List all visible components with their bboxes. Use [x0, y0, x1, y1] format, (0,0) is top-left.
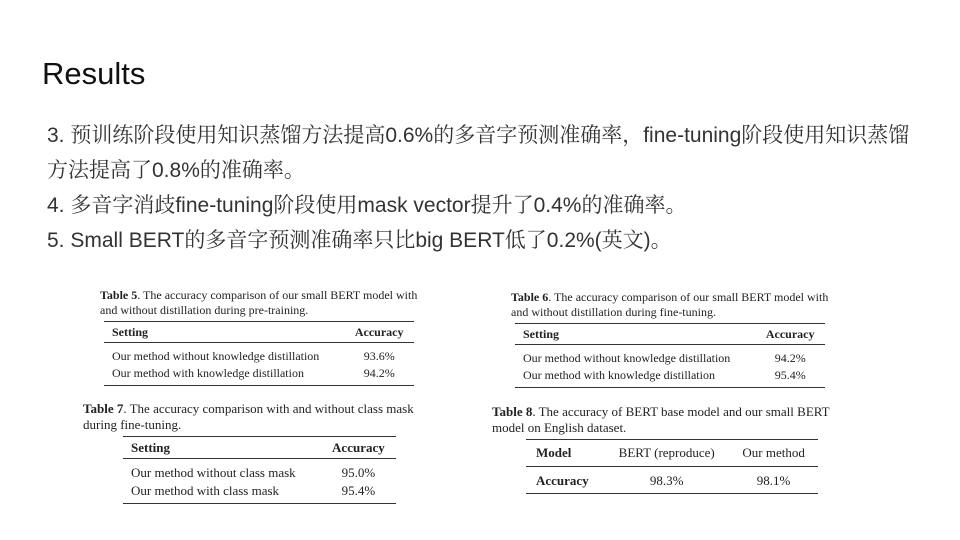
- bullet-item: 3. 预训练阶段使用知识蒸馏方法提高0.6%的多音字预测准确率，fine-tuning阶段使用知识蒸馏方法提高了0.8%的准确率。: [47, 124, 910, 182]
- table-cell: Our method without knowledge distillation: [523, 351, 731, 365]
- table-5: [100, 288, 430, 386]
- table-cell: 94.2%: [774, 351, 806, 365]
- table-cell: 93.6%: [363, 349, 395, 363]
- table-cell: Our method with knowledge distillation: [523, 368, 715, 382]
- table-8-caption: Table 8. The accuracy of BERT base model and our small BERT model on English dataset.: [492, 404, 830, 435]
- table-6-grid: [515, 323, 825, 388]
- table-header: Our method: [742, 445, 805, 460]
- table-header: Accuracy: [332, 440, 385, 455]
- table-cell: Our method with knowledge distillation: [112, 366, 304, 380]
- slide-title: Results: [42, 56, 146, 91]
- table-header: BERT (reproduce): [618, 445, 715, 460]
- table-cell: 95.4%: [774, 368, 806, 382]
- table-8-grid: [526, 439, 818, 494]
- table-header: Setting: [112, 325, 148, 339]
- table-row: [104, 343, 414, 366]
- table-row: [123, 482, 396, 504]
- bullet-item: 5. Small BERT的多音字预测准确率只比big BERT低了0.2%(英文)。: [47, 229, 672, 252]
- table-header: Accuracy: [765, 327, 815, 341]
- table-6: [511, 290, 841, 388]
- table-5-grid: [104, 321, 414, 386]
- table-header: Accuracy: [354, 325, 404, 339]
- table-cell: Accuracy: [536, 473, 589, 488]
- table-header: Setting: [131, 440, 170, 455]
- table-cell: Our method without knowledge distillation: [112, 349, 320, 363]
- table-row: [104, 365, 414, 386]
- table-cell: 98.1%: [756, 473, 791, 488]
- table-cell: Our method without class mask: [131, 465, 296, 480]
- table-6-caption: Table 6. The accuracy comparison of our small BERT model with and without distillation during fine-tuning.: [511, 290, 829, 319]
- table-cell: 95.4%: [341, 483, 376, 498]
- table-header: Setting: [523, 327, 559, 341]
- table-row: [515, 367, 825, 388]
- bullet-list: [47, 118, 927, 258]
- table-7: [83, 401, 438, 504]
- table-row: [123, 459, 396, 483]
- table-cell: Our method with class mask: [131, 483, 280, 498]
- table-7-caption: Table 7. The accuracy comparison with and without class mask during fine-tuning.: [83, 401, 414, 432]
- table-8: [492, 404, 862, 494]
- bullet-item: 4. 多音字消歧fine-tuning阶段使用mask vector提升了0.4%的准确率。: [47, 194, 687, 217]
- table-5-caption: Table 5. The accuracy comparison of our small BERT model with and without distillation during pre-training.: [100, 288, 418, 317]
- table-row: [526, 467, 818, 494]
- table-7-grid: [123, 436, 396, 504]
- table-cell: 98.3%: [649, 473, 684, 488]
- table-cell: 94.2%: [363, 366, 395, 380]
- table-cell: 95.0%: [341, 465, 376, 480]
- table-header: Model: [536, 445, 572, 460]
- table-row: [515, 345, 825, 368]
